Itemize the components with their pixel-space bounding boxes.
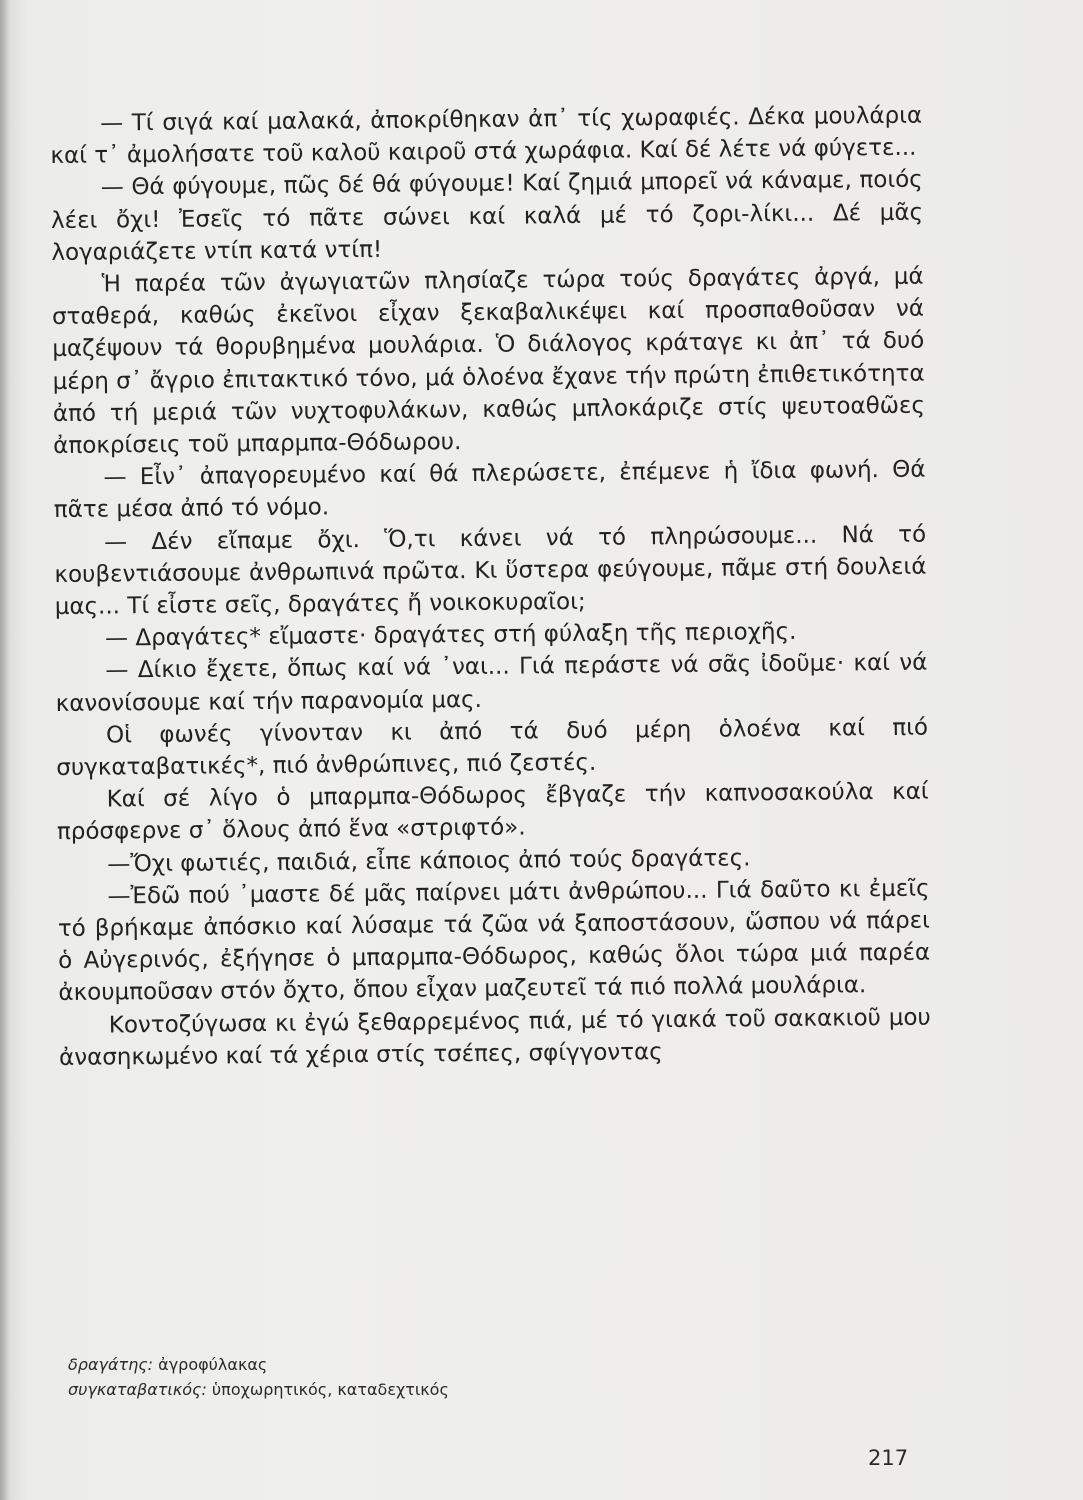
footnote-definition: ὑποχωρητικός, καταδεχτικός [211,1380,449,1399]
footnote [68,1352,768,1377]
paragraph-5: — Δέν εἴπαμε ὄχι. Ὅ,τι κάνει νά τό πληρώσουμε... Νά τό κουβεντιάσουμε ἀνθρωπινά πρῶτα. Κι ὕστερα φεύγουμε, πᾶμε στή δουλειά μας... Τί εἶστε σεῖς, δραγάτες ἤ νοικοκυραῖοι; [54,521,927,621]
paragraph-12: Κοντοζύγωσα κι ἐγώ ξεθαρρεμένος πιά, μέ τό γιακά τοῦ σακακιοῦ μου ἀνασηκωμένο καί τά χέρια στίς τσέπες, σφίγγοντας [58,1004,931,1071]
paragraph-4: — Εἶν᾽ ἀπαγορευμένο καί θά πλερώσετε, ἐπέμενε ἡ ἴδια φωνή. Θά πᾶτε μέσα ἀπό τό νόμο. [53,456,926,524]
footnote-definition: ἀγροφύλακας [158,1355,268,1374]
paragraph-9: Καί σέ λίγο ὁ μπαρμπα-Θόδωρος ἔβγαζε τήν καπνοσακούλα καί πρόσφερνε σ᾽ ὅλους ἀπό ἕνα «στριφτό». [56,778,929,846]
footnote-term: συγκαταβατικός: [68,1380,207,1399]
paragraph-3: Ἡ παρέα τῶν ἀγωγιατῶν πλησίαζε τώρα τούς δραγάτες ἀργά, μά σταθερά, καθώς ἐκεῖνοι εἶχαν ξεκαβαλικέψει καί προσπαθοῦσαν νά μαζέψουν τά θορυβημένα μουλάρια. Ὁ διάλογος κράταγε κι ἀπ᾽ τά δυό μέρη σ᾽ ἄγριο ἐπιτακτικό τόνο, μά ὁλοένα ἔχανε τήν πρώτη ἐπιθετικότητα ἀπό τή μεριά τῶν νυχτοφυλάκων, καθώς μπλοκάριζε στίς ψευτοαθῶες ἀποκρίσεις τοῦ μπαρμπα-Θόδωρου. [51,263,926,460]
footnote [68,1377,768,1402]
spine-shadow [0,0,10,1500]
paragraph-2: — Θά φύγουμε, πῶς δέ θά φύγουμε! Καί ζημιά μπορεῖ νά κάναμε, ποιός λέει ὄχι! Ἐσεῖς τό πᾶτε σώνει καί καλά μέ τό ζορι-λίκι... Δέ μᾶς λογαριάζετε ντίπ κατά ντίπ! [50,167,924,266]
footnote-term: δραγάτης: [68,1355,154,1374]
paragraph-1: — Τί σιγά καί μαλακά, ἀποκρίθηκαν ἀπ᾽ τίς χωραφιές. Δέκα μουλάρια καί τ᾽ ἀμολήσατε τοῦ καλοῦ καιροῦ στά χωράφια. Καί δέ λέτε νά φύγετε... [50,102,923,170]
page-number: 217 [868,1446,909,1470]
paragraph-6: — Δραγάτες* εἴμαστε· δραγάτες στή φύλαξη τῆς περιοχῆς. [104,619,797,652]
paragraph-8: Οἱ φωνές γίνονταν κι ἀπό τά δυό μέρη ὁλοένα καί πιό συγκαταβατικές*, πιό ἀνθρώπινες, πιό ζεστές. [56,714,929,782]
paragraph-10: —Ὄχι φωτιές, παιδιά, εἶπε κάποιος ἀπό τούς δραγάτες. [107,844,751,878]
footnotes [68,1352,768,1402]
paragraph-11: —Ἐδῶ πού ᾽μαστε δέ μᾶς παίρνει μάτι ἀνθρώπου... Γιά δαῦτο κι ἐμεῖς τό βρήκαμε ἀπόσκιο καί λύσαμε τά ζῶα νά ξαποστάσουν, ὥσπου νά πάρει ὁ Αὐγερινός, ἐξήγησε ὁ μπαρμπα-Θόδωρος, καθώς ὅλοι τώρα μιά παρέα ἀκουμποῦσαν στόν ὄχτο, ὅπου εἶχαν μαζευτεῖ τά πιό πολλά μουλάρια. [57,875,931,1007]
paragraph-7: — Δίκιο ἔχετε, ὅπως καί νά ᾽ναι... Γιά περάστε νά σᾶς ἰδοῦμε· καί νά κανονίσουμε καί τήν παρανομία μας. [55,650,928,717]
main-text [50,100,931,1074]
